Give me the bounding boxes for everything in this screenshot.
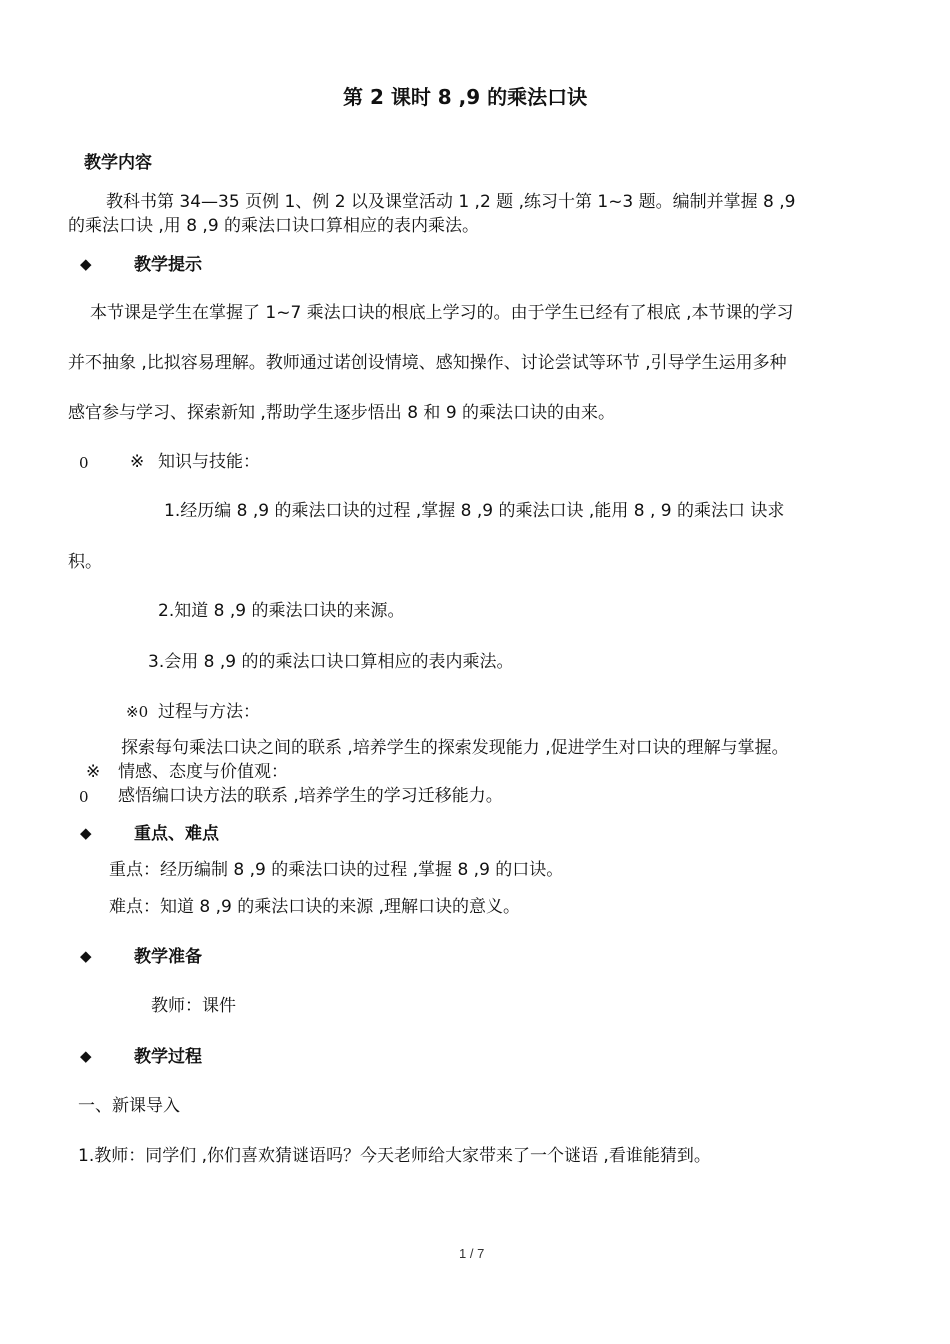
- diamond-bullet-icon: ◆: [80, 824, 92, 842]
- content-heading: 教学内容: [84, 153, 152, 173]
- page-number: 1 / 7: [459, 1246, 485, 1261]
- process-section-heading: 教学过程: [134, 1047, 202, 1067]
- hint-heading: 教学提示: [134, 255, 202, 275]
- process-item-1: 1.教师：同学们 ,你们喜欢猜谜语吗？今天老师给大家带来了一个谜语 ,看谁能猜到。: [78, 1146, 711, 1166]
- process-symbol: ※0: [126, 703, 149, 721]
- keypoint-text: 重点：经历编制 8 ,9 的乘法口诀的过程 ,掌握 8 ,9 的口诀。: [109, 860, 564, 880]
- knowledge-marker: 0: [79, 454, 89, 472]
- knowledge-item-1-line-2: 积。: [68, 552, 102, 572]
- knowledge-heading: 知识与技能：: [158, 452, 260, 472]
- knowledge-item-2: 2.知道 8 ,9 的乘法口诀的来源。: [158, 601, 405, 621]
- difficulty-text: 难点：知道 8 ,9 的乘法口诀的来源 ,理解口诀的意义。: [109, 897, 521, 917]
- hint-line-1: 本节课是学生在掌握了 1~7 乘法口诀的根底上学习的。由于学生已经有了根底 ,本节课的学习: [90, 303, 794, 323]
- content-line-2: 的乘法口诀 ,用 8 ,9 的乘法口诀口算相应的表内乘法。: [68, 216, 480, 236]
- process-subheading-1: 一、新课导入: [78, 1096, 180, 1116]
- prep-text: 教师：课件: [151, 996, 236, 1016]
- emotion-marker: 0: [79, 788, 89, 806]
- emotion-text: 感悟编口诀方法的联系 ,培养学生的学习迁移能力。: [118, 786, 503, 806]
- page-title: 第 2 课时 8 ,9 的乘法口诀: [343, 85, 588, 109]
- process-heading: 过程与方法：: [158, 702, 260, 722]
- knowledge-symbol: ※: [130, 452, 145, 472]
- emotion-symbol: ※: [86, 762, 101, 782]
- prep-heading: 教学准备: [134, 947, 202, 967]
- diamond-bullet-icon: ◆: [80, 1047, 92, 1065]
- knowledge-item-1-line-1: 1.经历编 8 ,9 的乘法口诀的过程 ,掌握 8 ,9 的乘法口诀 ,能用 8 , 9 的乘法口 诀求: [164, 501, 785, 521]
- diamond-bullet-icon: ◆: [80, 947, 92, 965]
- keypoints-heading: 重点、难点: [134, 824, 219, 844]
- hint-line-2: 并不抽象 ,比拟容易理解。教师通过诺创设情境、感知操作、讨论尝试等环节 ,引导学生运用多种: [68, 353, 787, 373]
- diamond-bullet-icon: ◆: [80, 255, 92, 273]
- content-line-1: 教科书第 34—35 页例 1、例 2 以及课堂活动 1 ,2 题 ,练习十第 1~3 题。编制并掌握 8 ,9: [106, 192, 796, 212]
- knowledge-item-3: 3.会用 8 ,9 的的乘法口诀口算相应的表内乘法。: [148, 652, 514, 672]
- emotion-heading: 情感、态度与价值观：: [118, 762, 288, 782]
- hint-line-3: 感官参与学习、探索新知 ,帮助学生逐步悟出 8 和 9 的乘法口诀的由来。: [68, 403, 616, 423]
- process-text: 探索每句乘法口诀之间的联系 ,培养学生的探索发现能力 ,促进学生对口诀的理解与掌握。: [121, 738, 789, 758]
